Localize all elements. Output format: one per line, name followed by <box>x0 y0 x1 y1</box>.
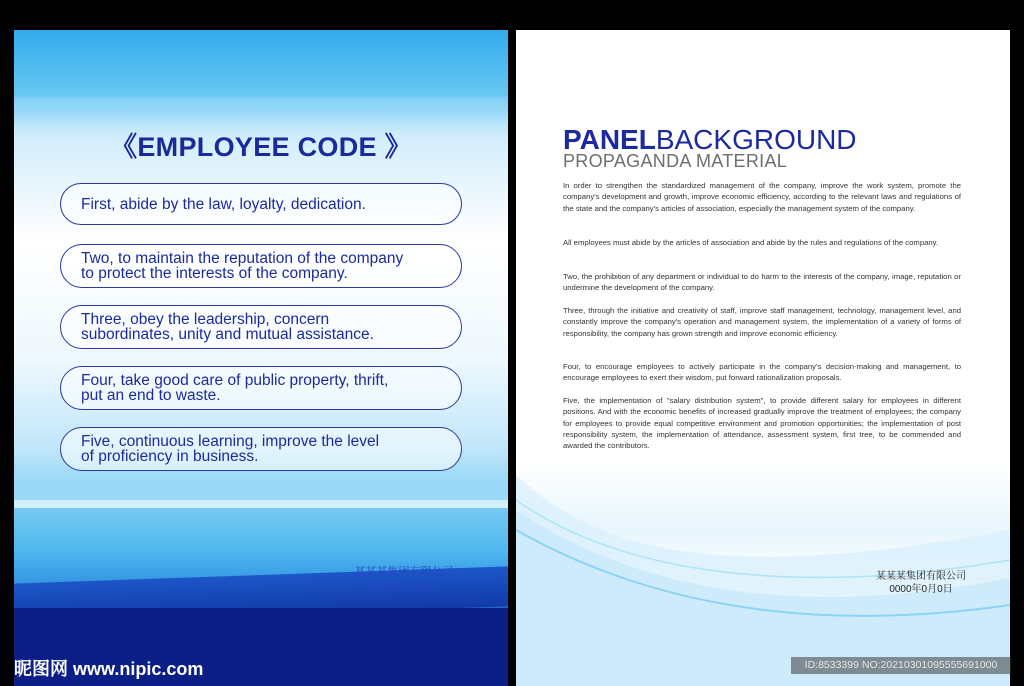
top-band <box>14 30 508 98</box>
paragraph-5: Four, to encourage employees to actively participate in the company's decision-making and management, to encourage employees to exert their wisdom, put forward rationalization proposals. <box>563 362 961 383</box>
paragraph-2: All employees must abide by the articles of association and abide by the rules and regulations of the company. <box>563 238 939 247</box>
company-name: 某某某集团有限公司 <box>354 566 454 578</box>
code-item-text: First, abide by the law, loyalty, dedication. <box>81 195 366 213</box>
date-text: 0000年0月0日 <box>889 584 953 595</box>
code-item-3 <box>60 305 462 349</box>
title-bold: PANEL <box>563 124 656 155</box>
code-item-1 <box>60 183 462 225</box>
page-title: 《EMPLOYEE CODE 》 <box>110 132 412 162</box>
code-item-text: Two, to maintain the reputation of the company to protect the interests of the company. <box>81 250 404 282</box>
watermark: 昵图网 www.nipic.com <box>14 659 204 679</box>
left-panel <box>14 30 508 686</box>
light-stripe <box>14 500 508 508</box>
top-glow <box>14 96 508 126</box>
paragraph-1: In order to strengthen the standardized management of the company, improve the work system, promote the company's development and growth, improve economic efficiency, according to the relevant laws and regulations of the state and the company's articles of association, especially the management system of the company. <box>563 181 961 213</box>
paragraph-3: Two, the prohibition of any department or individual to do harm to the interests of the company, image, reputation or undermine the development of the company. <box>563 272 961 293</box>
code-item-2 <box>60 244 462 288</box>
code-item-4 <box>60 366 462 410</box>
code-item-text: Five, continuous learning, improve the level of proficiency in business. <box>81 433 380 465</box>
right-panel <box>516 30 1010 686</box>
date-text: 0000年0月0日 <box>369 581 439 593</box>
title-rest: BACKGROUND <box>655 124 857 155</box>
paragraph-4: Three, through the initiative and creativity of staff, improve staff management, technology, management level, and constantly improve the company's operation and management system, the implementation of a variety of forms of responsibility, the company has grown strength and improve economic efficiency. <box>563 306 961 338</box>
panel-subtitle: PROPAGANDA MATERIAL <box>563 151 788 171</box>
code-item-text: Three, obey the leadership, concern subordinates, unity and mutual assistance. <box>81 311 374 343</box>
code-item-5 <box>60 427 462 471</box>
company-name: 某某某集团有限公司 <box>876 571 966 582</box>
code-item-text: Four, take good care of public property, thrift, put an end to waste. <box>81 372 389 404</box>
id-tag: ID:8533399 NO:20210301095555691000 <box>791 657 1011 674</box>
paragraph-6: Five, the implementation of "salary distribution system", to provide different salary for employees in different positions. And with the economic benefits of increased gradually improve the treatment of employees; the company for employees to provide equal competitive environment and promotion opportunities; the implementation of post responsibility system, the implementation of attendance, assessment system, first tree, to be commended and awarded the contributors. <box>563 396 961 451</box>
